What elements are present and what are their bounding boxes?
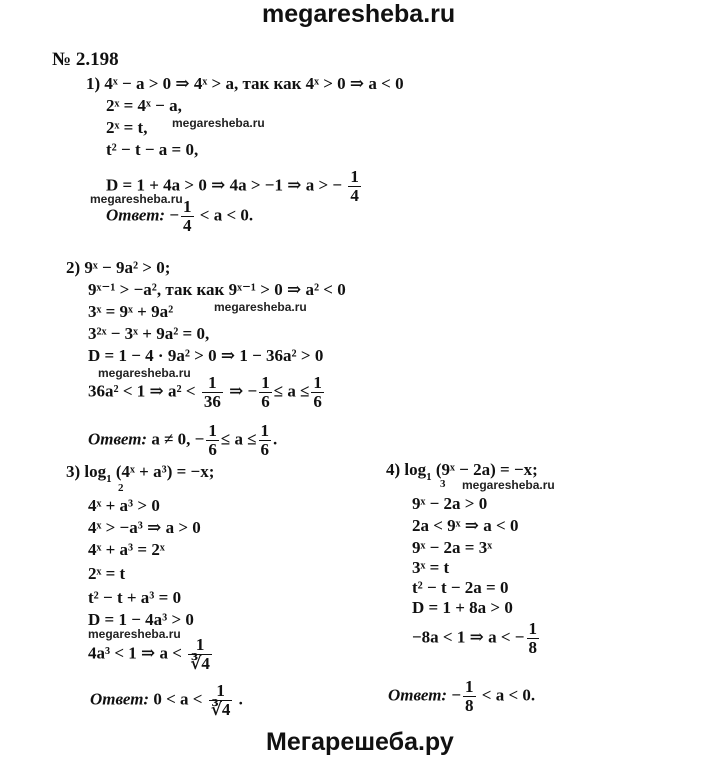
p4-answer-label: Ответ: xyxy=(388,685,448,705)
p3-line-8 xyxy=(88,636,214,673)
p2-f2-den: 6 xyxy=(261,392,270,411)
p4-line-8-text: −8a < 1 ⇒ a < − xyxy=(412,627,525,647)
p4-line-6: t² − t − 2a = 0 xyxy=(412,578,509,597)
p2-line-6-text-c: ≤ a ≤ xyxy=(273,381,310,401)
p1-line-2: 2ˣ = 4ˣ − a, xyxy=(106,96,182,115)
p4-answer-num: 1 xyxy=(465,677,474,696)
p2-ans-f2-num: 1 xyxy=(260,421,270,440)
p4-frac-den: 8 xyxy=(528,638,537,657)
p3-watermark: megaresheba.ru xyxy=(88,627,181,641)
p3-line-7: D = 1 − 4a³ > 0 xyxy=(88,610,194,629)
p1-line-1: 1) 4ˣ − a > 0 ⇒ 4ˣ > a, так как 4ˣ > 0 ⇒ a < 0 xyxy=(86,74,404,93)
p4-line-3: 2a < 9ˣ ⇒ a < 0 xyxy=(412,516,519,535)
p2-line-3: 3ˣ = 9ˣ + 9a² xyxy=(88,302,174,321)
top-watermark: megaresheba.ru xyxy=(262,0,456,28)
p4-answer-minus: − xyxy=(451,685,462,705)
p2-line-1: 2) 9ˣ − 9a² > 0; xyxy=(66,258,171,277)
p1-frac-num: 1 xyxy=(350,167,359,186)
p3-log-base: 2 xyxy=(118,482,124,494)
p3-line-1-rest: (4ˣ + a³) = −x; xyxy=(115,462,215,481)
p4-line-5: 3ˣ = t xyxy=(412,558,450,577)
p3-log-sub: 1 xyxy=(106,473,112,485)
p4-answer-fraction xyxy=(463,678,476,715)
p3-answer-num: 1 xyxy=(209,682,233,701)
p4-line-1-rest: (9ˣ − 2a) = −x; xyxy=(435,460,538,479)
p2-fraction-2 xyxy=(259,374,272,411)
p3-line-8-text: 4a³ < 1 ⇒ a < xyxy=(88,643,182,663)
p2-line-6 xyxy=(88,374,326,411)
p1-answer xyxy=(106,198,253,235)
p4-answer-tail: < a < 0. xyxy=(481,685,536,705)
p4-line-1 xyxy=(386,460,538,483)
p4-log-sub: 1 xyxy=(426,471,432,483)
p3-line-5: 2ˣ = t xyxy=(88,564,126,583)
p4-line-8 xyxy=(412,620,541,657)
p4-answer-den: 8 xyxy=(465,696,474,715)
p2-answer-fraction-1 xyxy=(206,422,219,459)
p3-frac-den: ∛4 xyxy=(190,654,210,673)
p4-answer xyxy=(388,678,535,715)
p2-answer-text-a: a ≠ 0, − xyxy=(151,429,205,449)
p4-fraction xyxy=(527,620,540,657)
p2-fraction-1 xyxy=(202,374,223,411)
p1-watermark: megaresheba.ru xyxy=(172,116,265,130)
p3-answer-text: 0 < a < xyxy=(153,689,203,709)
p1-watermark-2: megaresheba.ru xyxy=(90,192,183,206)
p1-frac-den: 4 xyxy=(350,186,359,205)
p2-answer-fraction-2 xyxy=(259,422,272,459)
p2-f1-num: 1 xyxy=(202,374,223,393)
p1-fraction xyxy=(348,168,361,205)
p2-line-4: 3²ˣ − 3ˣ + 9a² = 0, xyxy=(88,324,210,343)
p1-answer-num: 1 xyxy=(183,197,192,216)
p3-frac-num: 1 xyxy=(188,636,212,655)
p2-line-5: D = 1 − 4 · 9a² > 0 ⇒ 1 − 36a² > 0 xyxy=(88,346,324,365)
problem-number: № 2.198 xyxy=(52,49,119,70)
p3-fraction xyxy=(188,636,212,673)
p4-watermark: megaresheba.ru xyxy=(462,478,555,492)
p1-answer-minus: − xyxy=(169,205,180,225)
p2-f2-num: 1 xyxy=(261,373,270,392)
p3-line-6: t² − t + a³ = 0 xyxy=(88,588,182,607)
p1-answer-label: Ответ: xyxy=(106,205,166,225)
p2-answer-text-b: ≤ a ≤ xyxy=(220,429,257,449)
p3-answer xyxy=(90,682,243,719)
p2-line-2: 9ˣ⁻¹ > −a², так как 9ˣ⁻¹ > 0 ⇒ a² < 0 xyxy=(88,280,346,299)
p1-answer-tail: < a < 0. xyxy=(199,205,254,225)
p3-line-4: 4ˣ + a³ = 2ˣ xyxy=(88,540,165,559)
p1-line-5-text: D = 1 + 4a > 0 ⇒ 4a > −1 ⇒ a > − xyxy=(106,175,343,195)
p3-answer-label: Ответ: xyxy=(90,689,150,709)
p2-ans-f1-num: 1 xyxy=(208,421,217,440)
p1-answer-den: 4 xyxy=(183,216,192,235)
bottom-watermark: Мегарешеба.ру xyxy=(266,728,454,756)
p3-line-2: 4ˣ + a³ > 0 xyxy=(88,496,160,515)
p3-answer-fraction xyxy=(209,682,233,719)
p4-line-4: 9ˣ − 2a = 3ˣ xyxy=(412,538,493,557)
p3-line-3: 4ˣ > −a³ ⇒ a > 0 xyxy=(88,518,201,537)
p2-answer xyxy=(88,422,277,459)
p3-answer-den: ∛4 xyxy=(210,700,231,719)
p2-f3-den: 6 xyxy=(313,392,322,411)
p1-line-4: t² − t − a = 0, xyxy=(106,140,199,159)
p2-f1-den: 36 xyxy=(203,392,221,411)
p2-watermark: megaresheba.ru xyxy=(214,300,307,314)
p2-ans-f2-den: 6 xyxy=(260,440,270,459)
p1-line-3: 2ˣ = t, xyxy=(106,118,148,137)
p4-log: 4) log xyxy=(386,460,427,479)
p4-line-7: D = 1 + 8a > 0 xyxy=(412,598,513,617)
p2-fraction-3 xyxy=(311,374,324,411)
p1-answer-fraction xyxy=(181,198,194,235)
p2-ans-f1-den: 6 xyxy=(208,440,217,459)
p4-line-2: 9ˣ − 2a > 0 xyxy=(412,494,488,513)
p4-frac-num: 1 xyxy=(528,619,537,638)
p3-line-1 xyxy=(66,462,215,485)
p3-log: 3) log xyxy=(66,462,107,481)
p3-answer-dot: . xyxy=(238,689,243,709)
p4-log-base: 3 xyxy=(440,478,446,490)
p2-line-6-text-a: 36a² < 1 ⇒ a² < xyxy=(88,381,196,401)
p2-watermark-2: megaresheba.ru xyxy=(98,366,191,380)
p2-f3-num: 1 xyxy=(313,373,322,392)
p2-answer-label: Ответ: xyxy=(88,429,148,449)
p2-line-6-text-b: ⇒ − xyxy=(229,381,258,401)
p2-answer-text-c: . xyxy=(273,429,278,449)
